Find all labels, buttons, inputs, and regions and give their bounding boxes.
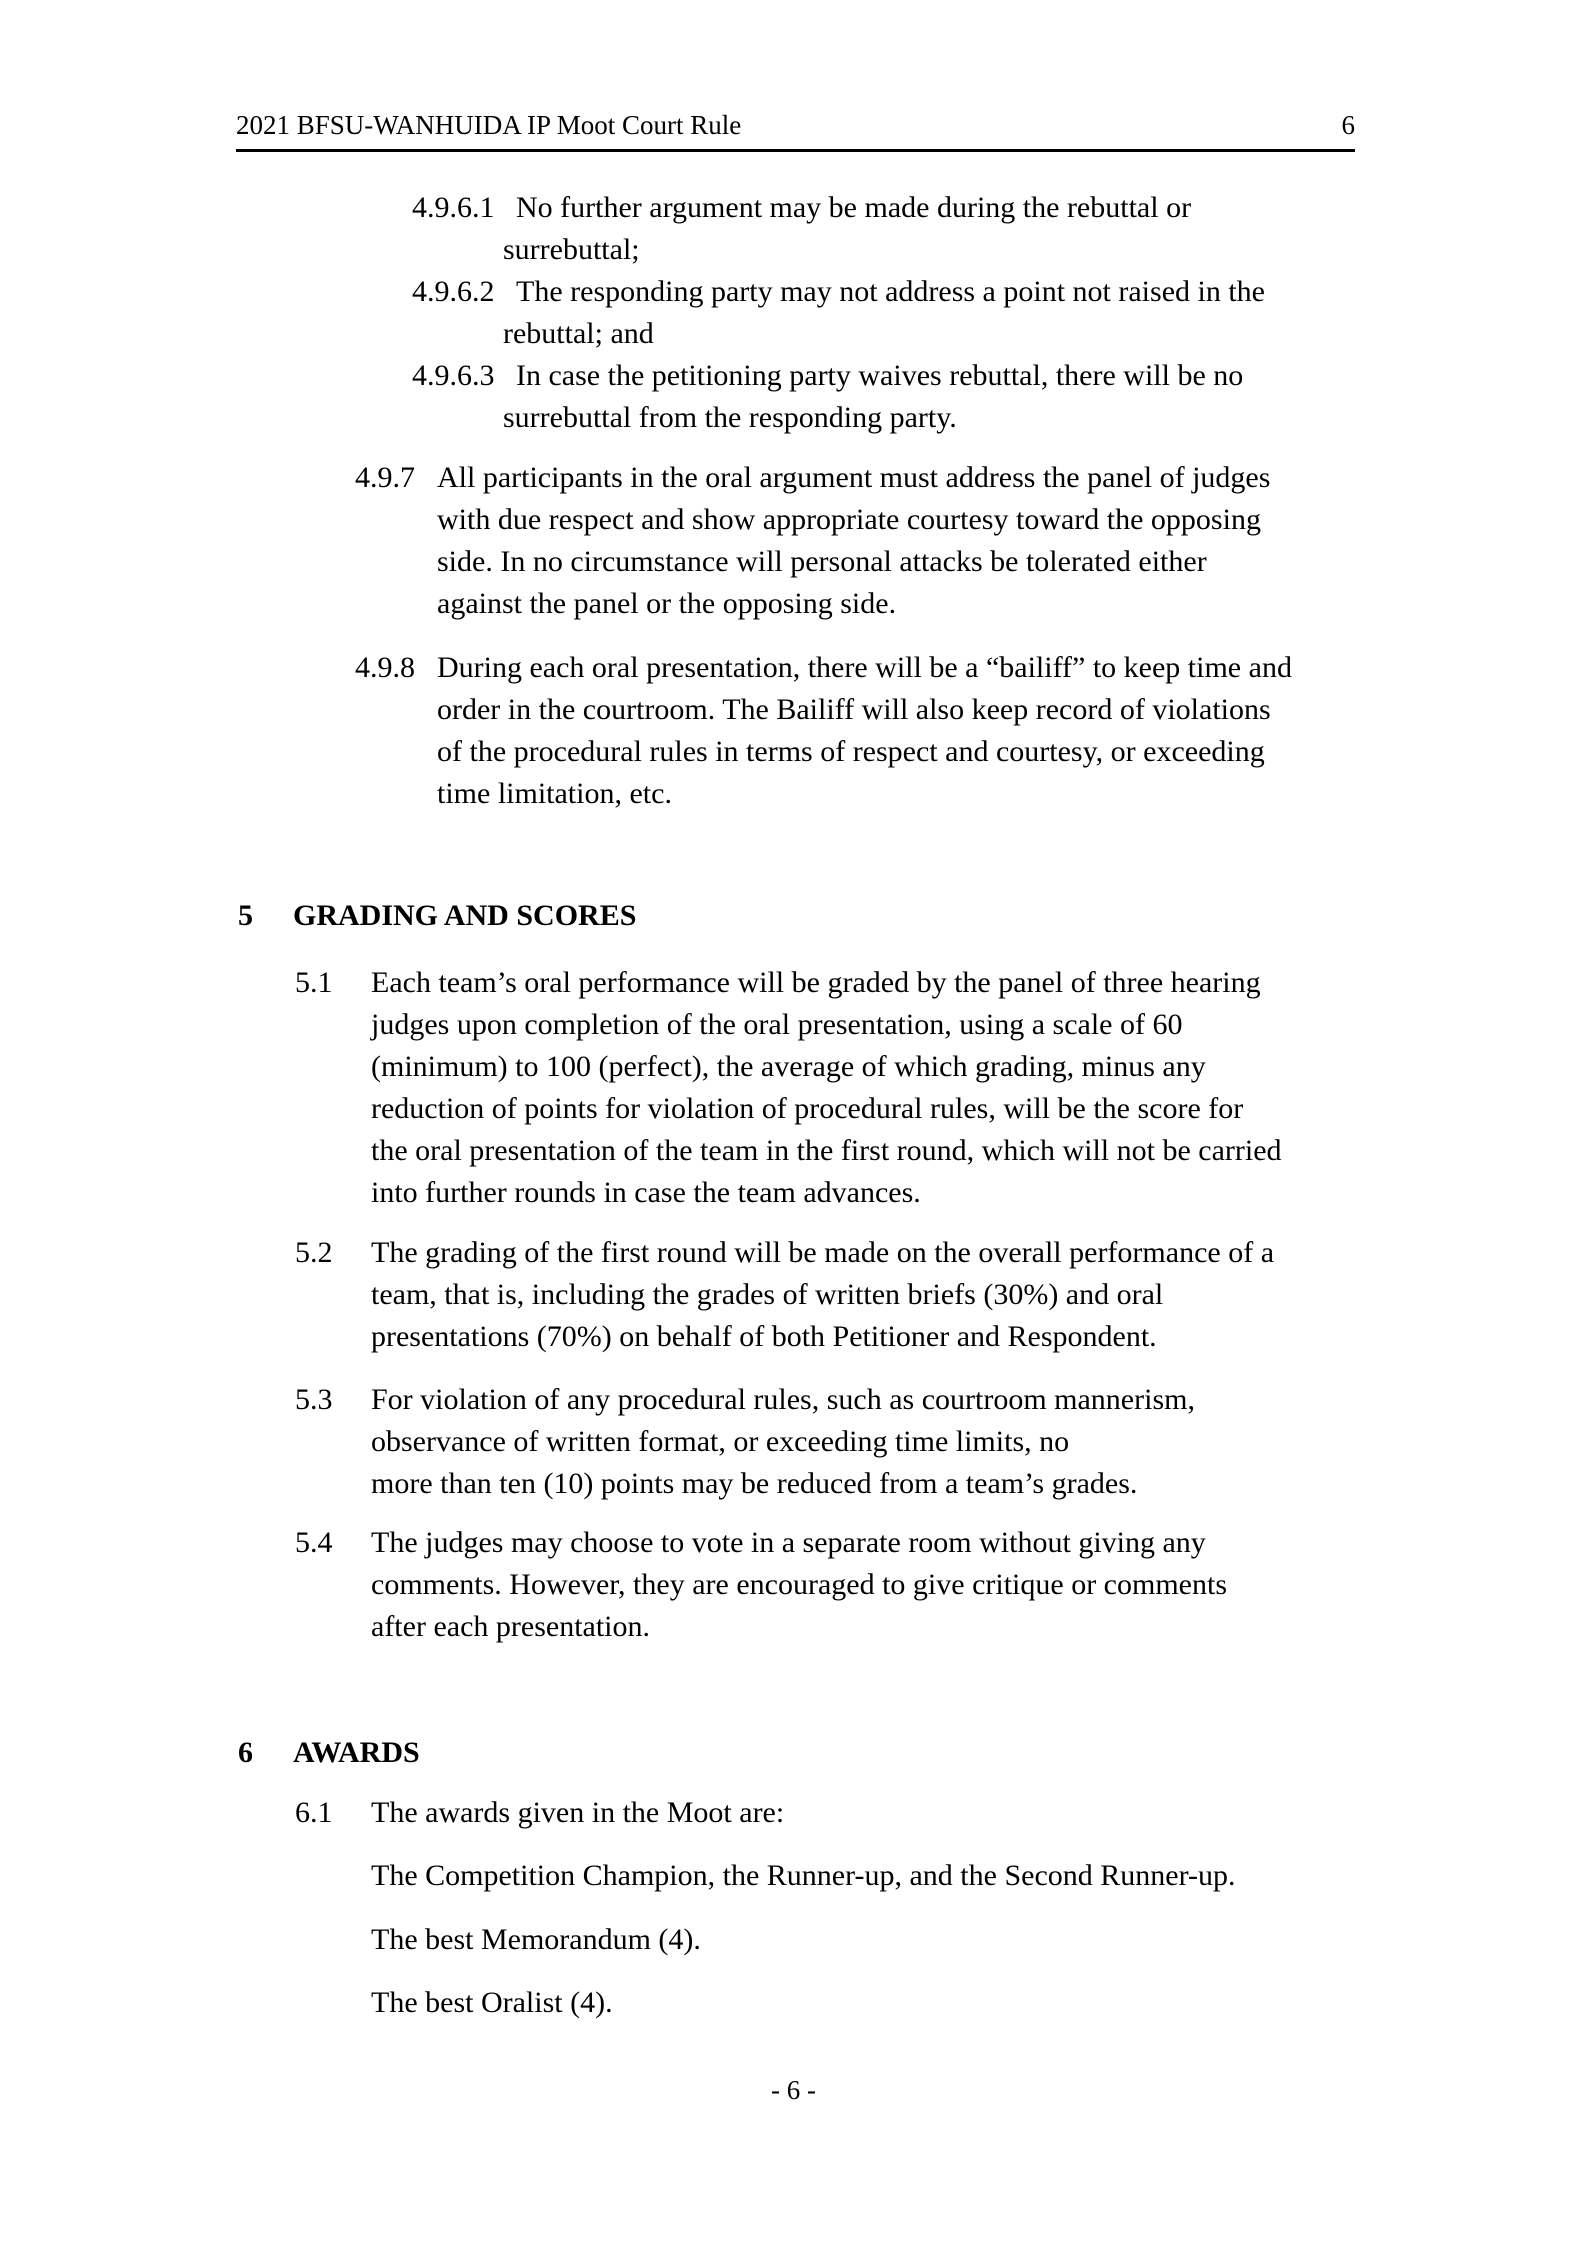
list-item-number: 5.3 <box>295 1383 333 1416</box>
header-page-number: 6 <box>1341 110 1355 140</box>
paragraph-line: observance of written format, or exceeding time limits, no <box>371 1425 1070 1458</box>
paragraph-line: The Competition Champion, the Runner-up, and the Second Runner-up. <box>371 1859 1236 1892</box>
list-item-number: 4.9.7 <box>355 461 415 494</box>
paragraph-line: team, that is, including the grades of written briefs (30%) and oral <box>371 1278 1164 1311</box>
list-item-number: 5.1 <box>295 966 333 999</box>
paragraph-line: For violation of any procedural rules, such as courtroom mannerism, <box>371 1383 1195 1416</box>
paragraph-line: reduction of points for violation of procedural rules, will be the score for <box>371 1092 1244 1125</box>
paragraph-line: In case the petitioning party waives rebuttal, there will be no <box>516 359 1244 392</box>
paragraph-line: presentations (70%) on behalf of both Petitioner and Respondent. <box>371 1320 1157 1353</box>
header-title: 2021 BFSU-WANHUIDA IP Moot Court Rule <box>236 110 742 140</box>
list-item-4963 <box>236 355 1355 439</box>
paragraph-line: of the procedural rules in terms of respect and courtesy, or exceeding <box>437 735 1265 768</box>
section-number: 6 <box>238 1736 253 1769</box>
paragraph-line: surrebuttal; <box>503 233 640 266</box>
paragraph-line: against the panel or the opposing side. <box>437 587 897 620</box>
paragraph-line: more than ten (10) points may be reduced from a team’s grades. <box>371 1467 1138 1500</box>
list-item-number: 4.9.6.1 <box>412 191 495 224</box>
list-item-52 <box>236 1232 1355 1358</box>
section-heading-5 <box>236 895 1355 937</box>
paragraph-line: No further argument may be made during the rebuttal or <box>516 191 1192 224</box>
paragraph-awards-oralist <box>236 1982 1355 2024</box>
list-item-number: 5.2 <box>295 1236 333 1269</box>
list-item-number: 4.9.6.2 <box>412 275 495 308</box>
list-item-number: 4.9.8 <box>355 651 415 684</box>
paragraph-line: The best Memorandum (4). <box>371 1923 701 1956</box>
paragraph-line: judges upon completion of the oral presentation, using a scale of 60 <box>371 1008 1183 1041</box>
paragraph-line: after each presentation. <box>371 1610 651 1643</box>
list-item-number: 6.1 <box>295 1796 333 1829</box>
paragraph-line: surrebuttal from the responding party. <box>503 401 957 434</box>
paragraph-line: the oral presentation of the team in the first round, which will not be carried <box>371 1134 1282 1167</box>
list-item-number: 4.9.6.3 <box>412 359 495 392</box>
list-item-498 <box>236 647 1355 815</box>
paragraph-line: During each oral presentation, there will be a “bailiff” to keep time and <box>437 651 1292 684</box>
paragraph-line: The awards given in the Moot are: <box>371 1796 785 1829</box>
paragraph-line: order in the courtroom. The Bailiff will also keep record of violations <box>437 693 1271 726</box>
list-item-54 <box>236 1522 1355 1648</box>
paragraph-line: The best Oralist (4). <box>371 1986 613 2019</box>
paragraph-line: into further rounds in case the team advances. <box>371 1176 921 1209</box>
paragraph-awards-champion <box>236 1855 1355 1897</box>
section-title: GRADING AND SCORES <box>293 899 637 932</box>
list-item-4962 <box>236 271 1355 355</box>
list-item-51 <box>236 962 1355 1214</box>
paragraph-line: side. In no circumstance will personal attacks be tolerated either <box>437 545 1207 578</box>
paragraph-line: Each team’s oral performance will be graded by the panel of three hearing <box>371 966 1261 999</box>
paragraph-line: (minimum) to 100 (perfect), the average of which grading, minus any <box>371 1050 1206 1083</box>
list-item-53 <box>236 1379 1355 1505</box>
paragraph-line: rebuttal; and <box>503 317 654 350</box>
list-item-4961 <box>236 187 1355 271</box>
section-heading-6 <box>236 1732 1355 1774</box>
paragraph-line: time limitation, etc. <box>437 777 672 810</box>
paragraph-line: The judges may choose to vote in a separate room without giving any <box>371 1526 1206 1559</box>
paragraph-awards-memorandum <box>236 1919 1355 1961</box>
paragraph-line: All participants in the oral argument must address the panel of judges <box>437 461 1271 494</box>
list-item-497 <box>236 457 1355 625</box>
paragraph-line: comments. However, they are encouraged to give critique or comments <box>371 1568 1227 1601</box>
paragraph-line: The grading of the first round will be made on the overall performance of a <box>371 1236 1275 1269</box>
page-header <box>236 107 1355 152</box>
footer-page-number: - 6 - <box>771 2075 816 2105</box>
document-body <box>236 187 1355 2024</box>
paragraph-line: The responding party may not address a point not raised in the <box>516 275 1265 308</box>
page-footer <box>0 2072 1587 2108</box>
list-item-61 <box>236 1792 1355 1834</box>
section-title: AWARDS <box>293 1736 420 1769</box>
list-item-number: 5.4 <box>295 1526 333 1559</box>
section-number: 5 <box>238 899 253 932</box>
paragraph-line: with due respect and show appropriate courtesy toward the opposing <box>437 503 1261 536</box>
